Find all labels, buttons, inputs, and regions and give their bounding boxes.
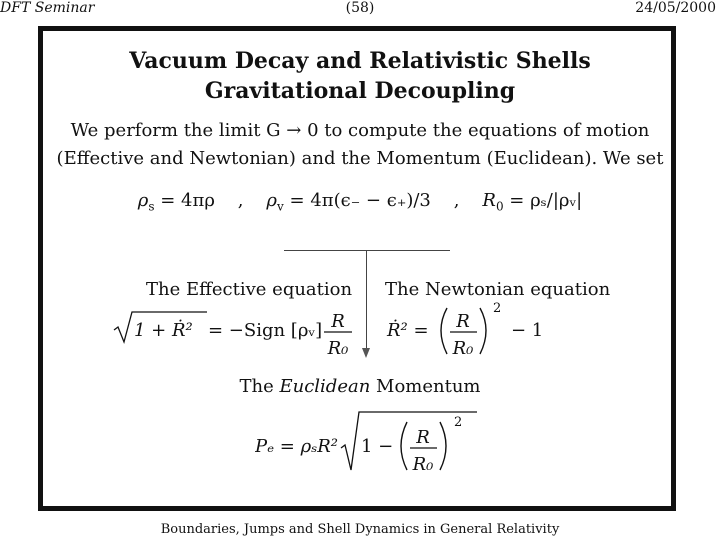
def-rho-s: $\rho_s = 4\pi\rho$	[137, 190, 215, 214]
def-rho-v: $\rho_v = 4\pi(\epsilon_- - \epsilon_+)/3$	[266, 190, 431, 214]
header-date: 24/05/2000	[635, 0, 716, 16]
effective-equation	[112, 300, 362, 362]
def-separator-2: ,	[453, 190, 460, 211]
header-page-number: (58)	[345, 0, 375, 16]
newtonian-exponent: 2	[493, 301, 502, 316]
slide-subtitle: Gravitational Decoupling	[204, 78, 516, 104]
euclidean-root-lead: 1 −	[361, 436, 394, 457]
euclidean-lhs: Pₑ = ρₛR²	[255, 436, 339, 457]
def-r0: $R_0$ = ρₛ/|ρᵥ|	[482, 190, 583, 214]
effective-denominator: R₀	[327, 338, 349, 359]
effective-numerator: R	[331, 311, 345, 332]
euclidean-momentum-equation	[255, 408, 485, 476]
effective-root-argument: 1 + Ṙ²	[134, 320, 193, 341]
footer-title: Boundaries, Jumps and Shell Dynamics in General Relativity	[160, 522, 560, 537]
divider-horizontal	[284, 250, 450, 251]
euclidean-denominator: R₀	[412, 454, 434, 475]
euclidean-exponent: 2	[454, 415, 463, 430]
newtonian-equation	[383, 300, 553, 362]
definitions-line	[0, 190, 720, 214]
newtonian-lhs: Ṙ² =	[387, 320, 429, 341]
def-separator-1: ,	[237, 190, 244, 211]
arrow-down-icon	[362, 348, 370, 358]
euclidean-momentum-label: The Euclidean Momentum	[239, 376, 481, 397]
intro-line-2: (Effective and Newtonian) and the Momentum (Euclidean). We set	[56, 148, 664, 169]
slide-title: Vacuum Decay and Relativistic Shells	[129, 48, 591, 74]
divider-vertical	[366, 250, 367, 350]
header-seminar-name: DFT Seminar	[0, 0, 95, 16]
newtonian-numerator: R	[456, 311, 470, 332]
intro-line-1: We perform the limit G → 0 to compute the equations of motion	[70, 120, 650, 141]
euclidean-numerator: R	[416, 427, 430, 448]
effective-equation-label: The Effective equation	[146, 279, 353, 300]
effective-sign-term: = −Sign [ρᵥ]	[208, 320, 323, 341]
newtonian-equation-label: The Newtonian equation	[385, 279, 611, 300]
newtonian-tail: − 1	[511, 320, 544, 341]
newtonian-denominator: R₀	[452, 338, 474, 359]
